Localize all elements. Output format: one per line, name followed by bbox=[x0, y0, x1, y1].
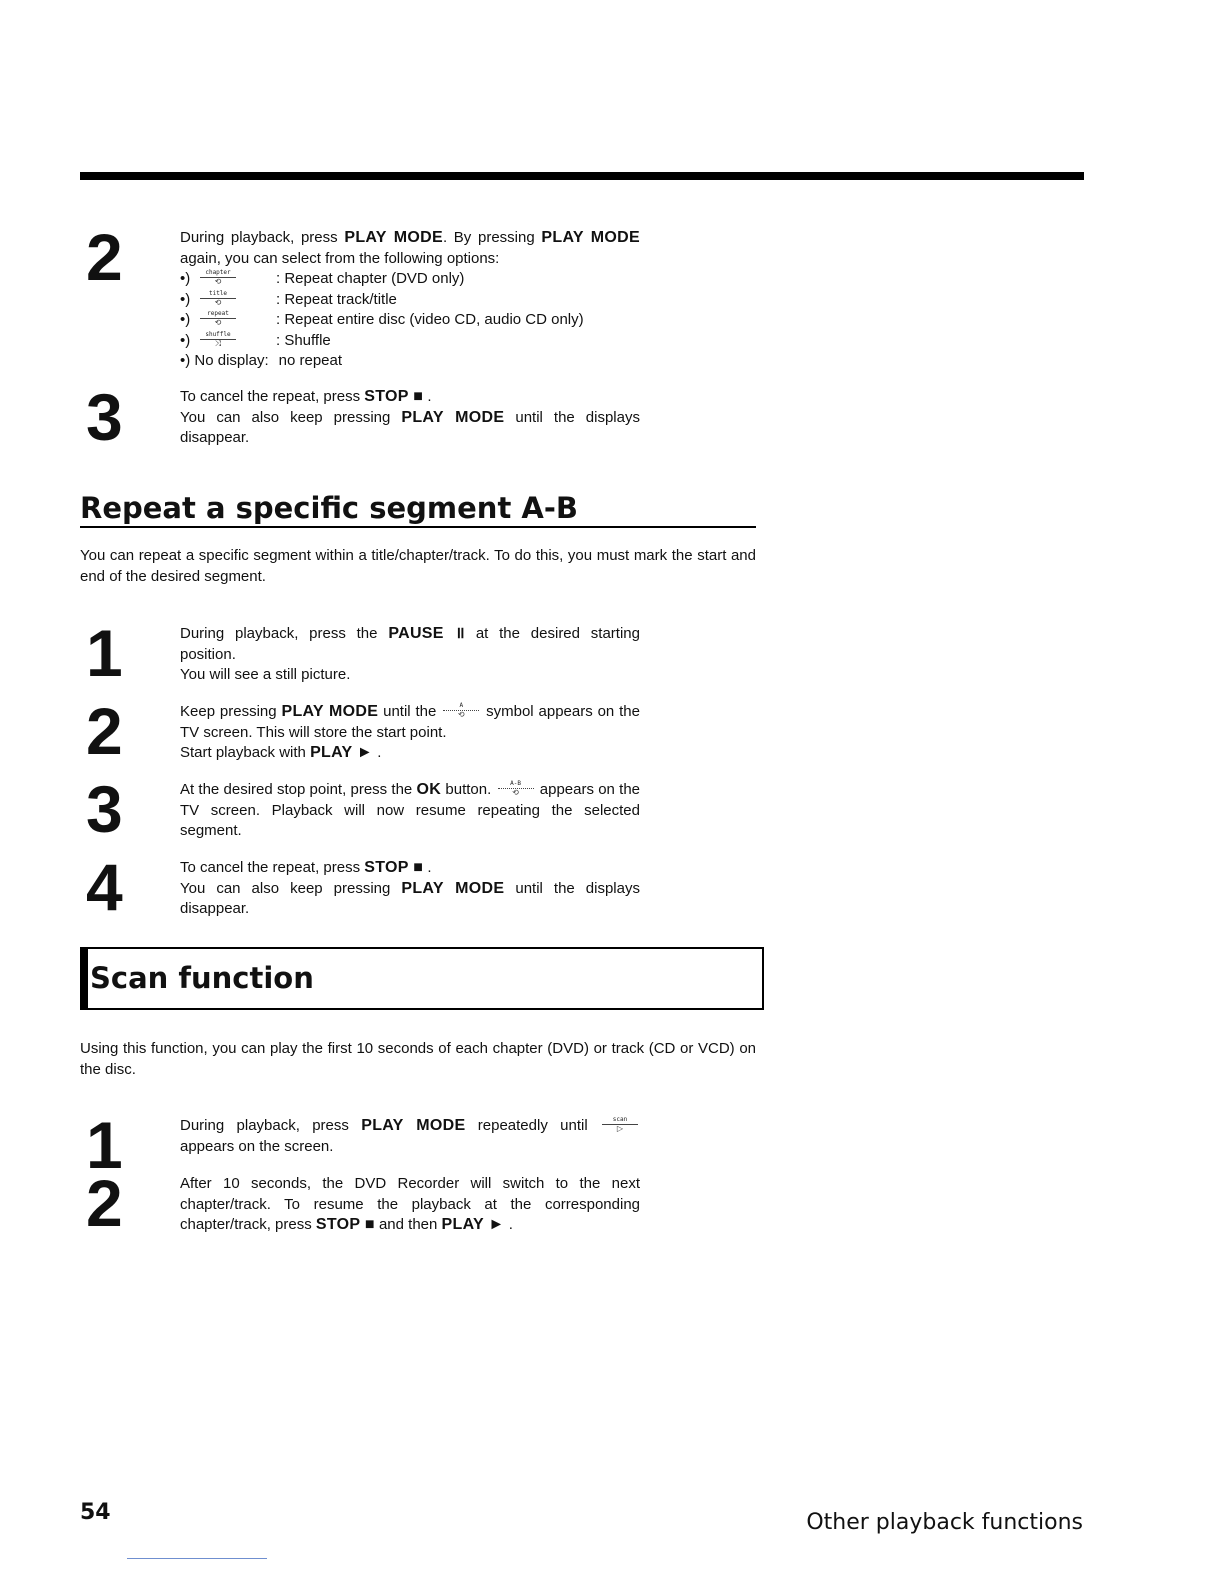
text: Start playback with bbox=[180, 744, 306, 761]
repeat-icon: ⟲ bbox=[214, 297, 222, 307]
step-number: 3 bbox=[86, 380, 123, 454]
step-text bbox=[180, 228, 640, 372]
text: You can also keep pressing bbox=[180, 879, 391, 897]
text: at the desired starting position. bbox=[180, 625, 640, 663]
keyword-ok: OK bbox=[416, 781, 442, 798]
step-number: 2 bbox=[86, 220, 123, 294]
bullet: •) bbox=[180, 311, 191, 328]
keyword-pause: PAUSE ॥ bbox=[388, 625, 466, 642]
step-text bbox=[180, 858, 640, 920]
display-label: chapter bbox=[205, 269, 231, 277]
no-display-label: •) No display: bbox=[180, 352, 269, 369]
section-intro: You can repeat a specific segment within a title/chapter/track. To do this, you must mark the start and end of the desired segment. bbox=[80, 547, 756, 585]
display-label: scan bbox=[612, 1116, 628, 1124]
display-label: A bbox=[459, 702, 464, 710]
section-heading: Repeat a specific segment A-B bbox=[80, 490, 756, 528]
text: symbol appears on the TV screen. This will store the start point. bbox=[180, 703, 640, 741]
display-label: shuffle bbox=[205, 330, 231, 338]
option-row bbox=[180, 351, 640, 372]
display-ab-start bbox=[441, 702, 481, 720]
text: . By pressing bbox=[442, 229, 535, 246]
text: repeatedly until bbox=[477, 1117, 588, 1134]
step-number: 2 bbox=[86, 694, 123, 768]
text: . bbox=[427, 859, 432, 876]
text: appears on the screen. bbox=[180, 1137, 334, 1155]
text: until the bbox=[383, 703, 437, 720]
step-text bbox=[180, 1116, 640, 1157]
keyword-play-mode: PLAY MODE bbox=[344, 229, 443, 246]
text: again, you can select from the following options: bbox=[180, 249, 500, 267]
option-row bbox=[180, 290, 640, 311]
text: and then bbox=[378, 1216, 438, 1233]
display-scan bbox=[600, 1116, 640, 1134]
step-number: 4 bbox=[86, 850, 123, 924]
text: At the desired stop point, press the bbox=[180, 781, 413, 798]
repeat-icon: ⟲ bbox=[512, 788, 519, 798]
keyword-play-mode: PLAY MODE bbox=[541, 229, 640, 246]
step-text bbox=[180, 387, 640, 449]
keyword-play: PLAY ► bbox=[441, 1216, 505, 1233]
footer-section-name: Other playback functions bbox=[806, 1510, 1083, 1535]
text: appears on the TV screen. Playback will now resume repeating the selected segment. bbox=[180, 781, 640, 839]
keyword-stop: STOP ■ bbox=[364, 388, 424, 405]
keyword-stop: STOP ■ bbox=[364, 859, 424, 876]
text: . bbox=[427, 388, 432, 405]
display-ab-end bbox=[496, 780, 536, 798]
bullet: •) bbox=[180, 270, 191, 287]
repeat-icon: ⟲ bbox=[214, 318, 222, 328]
option-row bbox=[180, 310, 640, 331]
keyword-play-mode: PLAY MODE bbox=[361, 1117, 466, 1134]
step-number: 1 bbox=[86, 616, 123, 690]
text: During playback, press the bbox=[180, 625, 378, 642]
option-desc: : Repeat entire disc (video CD, audio CD only) bbox=[276, 311, 584, 328]
display-label: title bbox=[208, 289, 228, 297]
keyword-play-mode: PLAY MODE bbox=[281, 703, 379, 720]
option-desc: : Repeat chapter (DVD only) bbox=[276, 270, 465, 287]
top-rule bbox=[80, 172, 1084, 180]
bullet: •) bbox=[180, 331, 191, 349]
text: button. bbox=[445, 781, 492, 798]
display-label: A-B bbox=[510, 780, 521, 788]
text: After 10 seconds, the DVD Recorder will switch to the next chapter/track. To resume the playback at the corresponding chapter/track, press bbox=[180, 1175, 640, 1233]
play-icon: ▷ bbox=[616, 1124, 624, 1134]
scan-heading-box bbox=[80, 947, 764, 1010]
footer-rule bbox=[127, 1558, 267, 1559]
text: Keep pressing bbox=[180, 703, 277, 720]
keyword-play-mode: PLAY MODE bbox=[401, 879, 505, 897]
page-number: 54 bbox=[80, 1500, 111, 1525]
display-title bbox=[198, 289, 238, 307]
display-repeat bbox=[198, 310, 238, 328]
option-desc: : Repeat track/title bbox=[276, 290, 397, 308]
text: During playback, press bbox=[180, 229, 338, 246]
text: To cancel the repeat, press bbox=[180, 388, 361, 405]
display-shuffle bbox=[198, 330, 238, 348]
step-number: 2 bbox=[86, 1166, 123, 1240]
shuffle-icon: ⤨ bbox=[214, 338, 222, 348]
text: During playback, press bbox=[180, 1117, 349, 1134]
keyword-stop: STOP ■ bbox=[315, 1216, 375, 1233]
option-row bbox=[180, 269, 640, 290]
section-heading: Scan function bbox=[90, 961, 314, 995]
text: You can also keep pressing bbox=[180, 408, 391, 426]
option-desc: no repeat bbox=[278, 352, 343, 369]
text: . bbox=[508, 1216, 513, 1233]
step-text bbox=[180, 702, 640, 764]
text: . bbox=[377, 744, 382, 761]
display-label: repeat bbox=[207, 310, 229, 318]
text: You will see a still picture. bbox=[180, 666, 351, 683]
option-desc: : Shuffle bbox=[276, 331, 331, 349]
step-text bbox=[180, 624, 640, 686]
text: until the displays disappear. bbox=[180, 408, 640, 446]
repeat-icon: ⟲ bbox=[457, 710, 465, 720]
step-number: 1 bbox=[86, 1108, 123, 1182]
step-text bbox=[180, 780, 640, 842]
text: until the displays disappear. bbox=[180, 879, 640, 917]
step-number: 3 bbox=[86, 772, 123, 846]
repeat-icon: ⟲ bbox=[214, 277, 222, 287]
option-row bbox=[180, 331, 640, 352]
bullet: •) bbox=[180, 290, 191, 308]
keyword-play: PLAY ► bbox=[310, 744, 374, 761]
text: To cancel the repeat, press bbox=[180, 859, 361, 876]
section-intro: Using this function, you can play the first 10 seconds of each chapter (DVD) or track (CD or VCD) on the disc. bbox=[80, 1040, 756, 1078]
step-text bbox=[180, 1174, 640, 1236]
display-chapter bbox=[198, 269, 238, 287]
keyword-play-mode: PLAY MODE bbox=[401, 408, 505, 426]
